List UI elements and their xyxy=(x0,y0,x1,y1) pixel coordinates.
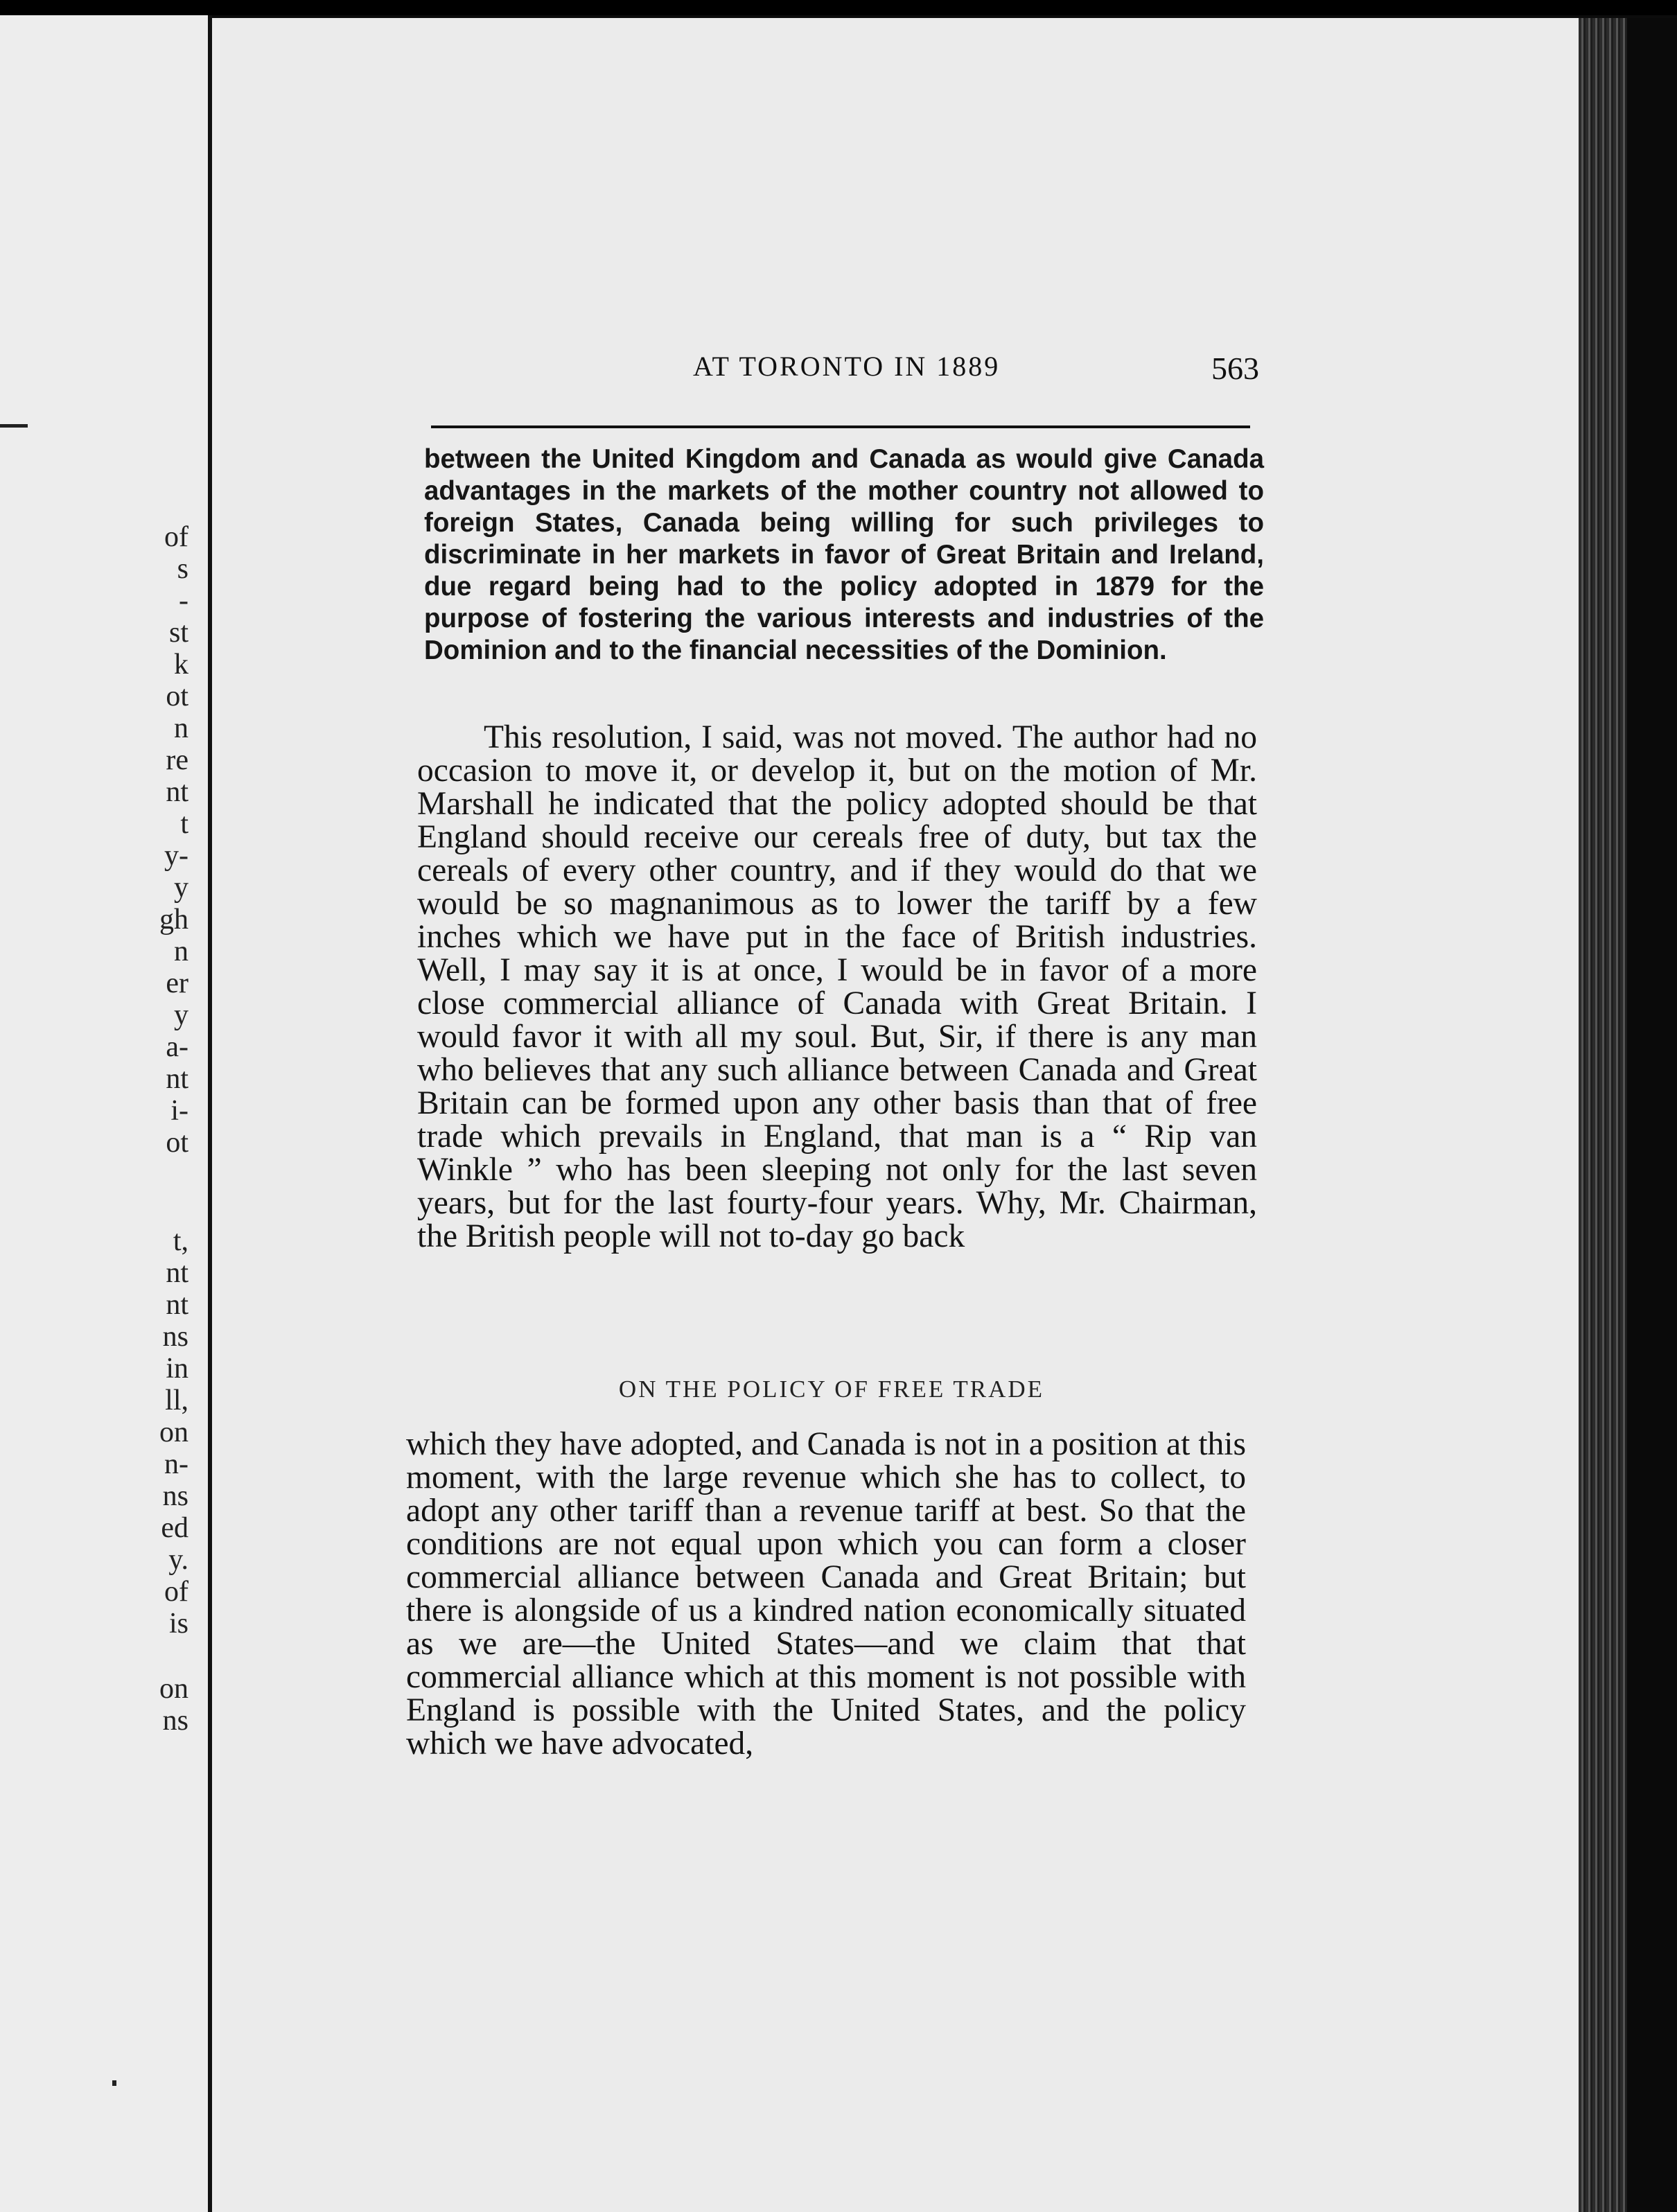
margin-fragment: n- xyxy=(164,1448,188,1480)
margin-fragment: gh xyxy=(159,904,188,936)
margin-fragment: ns xyxy=(162,1705,188,1737)
margin-fragment: y xyxy=(174,872,188,904)
margin-fragment: ns xyxy=(162,1321,188,1353)
margin-fragment: re xyxy=(166,744,188,776)
margin-fragment: t xyxy=(180,808,188,840)
quoted-resolution: between the United Kingdom and Canada as would give Canada advantages in the markets of the mother country not allowed to foreign States, Canada being willing for such privileges to discriminate in her markets in favor of Great Britain and Ireland, due regard being had to the policy adopted in 1879 for the purpose of fostering the various interests and industries of the Dominion and to the financial necessities of the Dominion. xyxy=(424,444,1264,665)
margin-fragment: nt xyxy=(166,1289,188,1321)
margin-fragment: i- xyxy=(170,1095,188,1127)
margin-fragment: ns xyxy=(162,1480,188,1512)
margin-fragment: st xyxy=(168,617,188,649)
margin-fragment: ot xyxy=(166,681,188,712)
margin-fragment: t, xyxy=(173,1225,188,1257)
margin-fragment: is xyxy=(168,1608,188,1640)
fragment-group-1 xyxy=(159,521,188,1159)
ink-speck xyxy=(112,2080,116,2086)
page-number: 563 xyxy=(1211,351,1259,386)
margin-fragment: s xyxy=(177,553,188,585)
left-page-edge xyxy=(0,15,212,2212)
margin-fragment: - xyxy=(179,585,188,617)
body-paragraph-2: which they have adopted, and Canada is not in a position at this moment, with the large revenue which she has to collect, to adopt any other tariff than a revenue tariff at best. So that the conditions are not equal upon which you can form a closer commercial alliance between Canada and Great Britain; but there is alongside of us a kindred nation economically situated as we are—the United States—and we claim that that commercial alliance which at this moment is not possible with England is possible with the United States, and the policy which we have advocated, xyxy=(406,1426,1246,1762)
margin-fragment: ll, xyxy=(165,1385,188,1416)
margin-fragment: y. xyxy=(168,1544,188,1576)
section-heading: ON THE POLICY OF FREE TRADE xyxy=(618,1376,1045,1403)
fragment-group-2 xyxy=(159,1225,188,1640)
margin-fragment: ed xyxy=(161,1512,188,1544)
margin-fragment: of xyxy=(164,521,188,553)
margin-fragment: on xyxy=(159,1673,188,1705)
margin-fragment: y xyxy=(174,999,188,1031)
body-paragraph-1: This resolution, I said, was not moved. The author had no occasion to move it, or develop it, but on the motion of Mr. Marshall he indicated that the policy adopted should be that England should receive our cereals free of duty, but tax the cereals of every other country, and if they would do that we would be so magnanimous as to lower the tariff by a few inches which we have put in the face of British industries. Well, I may say it is at once, I would be in favor of a more close commercial alliance of Canada with Great Britain. I would favor it with all my soul. But, Sir, if there is any man who believes that any such alliance between Canada and Great Britain can be formed upon any other basis than that of free trade which prevails in England, that man is a “ Rip van Winkle ” who has been sleeping not only for the last seven years, but for the last fourty-four years. Why, Mr. Chairman, the British people will not to-day go back xyxy=(417,719,1257,1254)
margin-fragment: nt xyxy=(166,1063,188,1095)
margin-fragment: n xyxy=(174,712,188,744)
fragment-group-3 xyxy=(159,1673,188,1737)
margin-fragment: a- xyxy=(166,1031,188,1063)
margin-fragment: in xyxy=(166,1353,188,1385)
margin-fragment: nt xyxy=(166,776,188,808)
left-page-text-fragments xyxy=(159,521,188,1737)
running-head-title: AT TORONTO IN 1889 xyxy=(693,351,1001,382)
scan-right-border xyxy=(1627,18,1677,2212)
left-page-rule-fragment xyxy=(0,424,28,428)
margin-fragment: ot xyxy=(166,1127,188,1159)
margin-fragment: er xyxy=(166,967,188,999)
page-block-edge xyxy=(1579,18,1627,2212)
margin-fragment: of xyxy=(164,1576,188,1608)
margin-fragment: k xyxy=(174,649,188,681)
margin-fragment: on xyxy=(159,1416,188,1448)
margin-fragment: n xyxy=(174,936,188,967)
header-rule xyxy=(431,425,1250,428)
scan-top-border xyxy=(0,0,1677,15)
margin-fragment: nt xyxy=(166,1257,188,1289)
margin-fragment: y- xyxy=(164,840,188,872)
